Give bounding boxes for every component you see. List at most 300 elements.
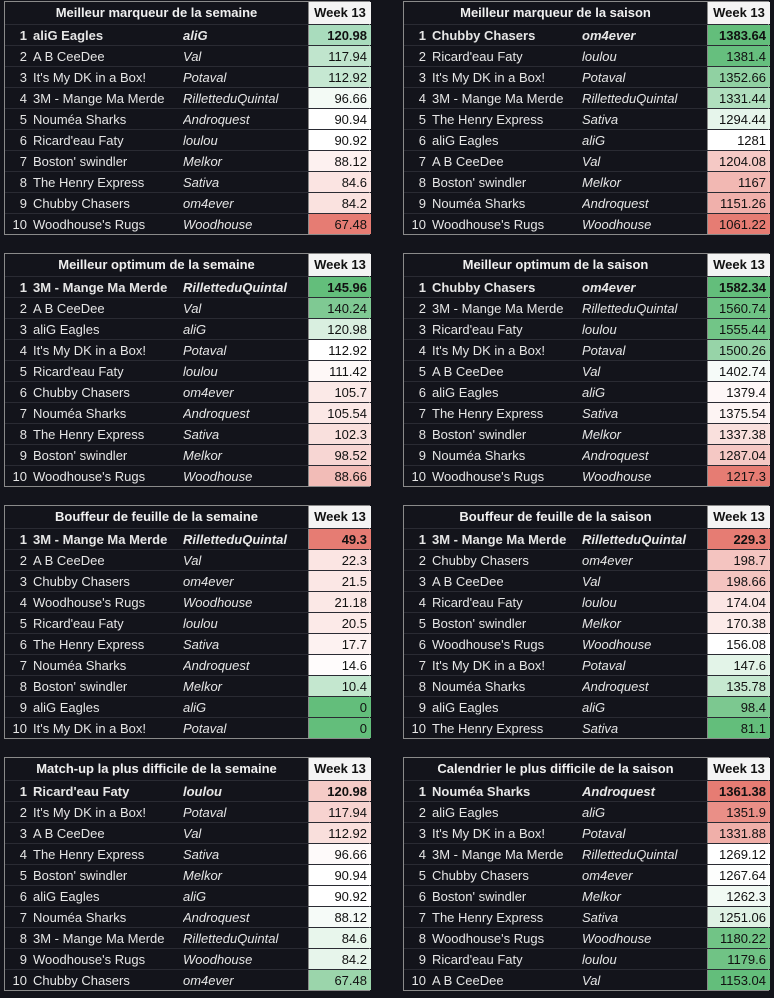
rank-cell: 6 (19, 133, 27, 148)
table-row (404, 822, 768, 843)
owner-name-cell: RilletteduQuintal (582, 847, 678, 862)
score-cell: 105.54 (308, 403, 371, 423)
score-cell: 1560.74 (707, 298, 770, 318)
score-cell: 1555.44 (707, 319, 770, 339)
table-row (5, 612, 369, 633)
table-row (404, 885, 768, 906)
score-cell: 90.94 (308, 109, 371, 129)
team-name-cell: A B CeeDee (432, 973, 504, 988)
score-cell: 1179.6 (707, 949, 770, 969)
team-name-cell: Boston' swindler (432, 175, 527, 190)
rank-cell: 8 (19, 931, 27, 946)
rank-cell: 7 (19, 658, 27, 673)
team-name-cell: Boston' swindler (33, 679, 128, 694)
table-matchup-difficile-semaine (4, 757, 370, 991)
owner-name-cell: Potaval (582, 343, 626, 358)
team-name-cell: The Henry Express (33, 847, 145, 862)
owner-name-cell: RilletteduQuintal (183, 931, 279, 946)
table-row (404, 591, 768, 612)
team-name-cell: Chubby Chasers (432, 868, 529, 883)
score-cell: 145.96 (308, 277, 371, 297)
score-cell: 22.3 (308, 550, 371, 570)
score-cell: 90.92 (308, 130, 371, 150)
score-cell: 105.7 (308, 382, 371, 402)
rank-cell: 9 (418, 196, 426, 211)
owner-name-cell: Val (582, 574, 601, 589)
rank-cell: 3 (418, 322, 426, 337)
team-name-cell: A B CeeDee (33, 826, 105, 841)
team-name-cell: 3M - Mange Ma Merde (33, 532, 168, 547)
score-cell: 1180.22 (707, 928, 770, 948)
owner-name-cell: loulou (582, 595, 617, 610)
team-name-cell: Chubby Chasers (33, 385, 130, 400)
owner-name-cell: aliG (183, 889, 207, 904)
rank-cell: 2 (418, 301, 426, 316)
owner-name-cell: Sativa (183, 175, 220, 190)
owner-name-cell: Woodhouse (183, 952, 253, 967)
score-cell: 1151.26 (707, 193, 770, 213)
owner-name-cell: Sativa (183, 427, 220, 442)
rank-cell: 7 (418, 910, 426, 925)
team-name-cell: Chubby Chasers (432, 28, 536, 43)
table-row (5, 213, 369, 234)
owner-name-cell: Melkor (582, 427, 622, 442)
table-row (5, 696, 369, 717)
score-cell: 84.6 (308, 928, 371, 948)
owner-name-cell: om4ever (183, 574, 234, 589)
table-row (5, 129, 369, 150)
team-name-cell: Boston' swindler (432, 427, 527, 442)
score-cell: 117.94 (308, 46, 371, 66)
score-cell: 1383.64 (707, 25, 770, 45)
team-name-cell: Nouméa Sharks (33, 658, 127, 673)
owner-name-cell: Sativa (582, 406, 619, 421)
owner-name-cell: Sativa (582, 910, 619, 925)
rank-cell: 1 (418, 28, 426, 43)
owner-name-cell: om4ever (582, 553, 633, 568)
team-name-cell: A B CeeDee (432, 574, 504, 589)
table-row (5, 381, 369, 402)
rank-cell: 6 (418, 637, 426, 652)
team-name-cell: Woodhouse's Rugs (432, 217, 545, 232)
team-name-cell: Ricard'eau Faty (432, 595, 523, 610)
score-cell: 112.92 (308, 340, 371, 360)
rank-cell: 8 (418, 679, 426, 694)
score-cell: 98.52 (308, 445, 371, 465)
rank-cell: 1 (19, 784, 27, 799)
owner-name-cell: Androquest (582, 196, 649, 211)
team-name-cell: Ricard'eau Faty (432, 49, 523, 64)
score-cell: 1331.88 (707, 823, 770, 843)
rank-cell: 3 (418, 826, 426, 841)
owner-name-cell: aliG (183, 322, 207, 337)
score-cell: 81.1 (707, 718, 770, 738)
owner-name-cell: Woodhouse (582, 469, 652, 484)
rank-cell: 3 (19, 826, 27, 841)
table-row (404, 444, 768, 465)
score-cell: 88.12 (308, 151, 371, 171)
owner-name-cell: Melkor (582, 175, 622, 190)
table-row (5, 24, 369, 45)
table-row (404, 276, 768, 297)
score-cell: 1267.64 (707, 865, 770, 885)
team-name-cell: It's My DK in a Box! (33, 70, 147, 85)
team-name-cell: A B CeeDee (33, 301, 105, 316)
owner-name-cell: RilletteduQuintal (183, 280, 287, 295)
owner-name-cell: Androquest (183, 112, 250, 127)
table-row (5, 549, 369, 570)
team-name-cell: The Henry Express (432, 721, 544, 736)
score-cell: 0 (308, 718, 371, 738)
rank-cell: 7 (19, 910, 27, 925)
team-name-cell: Ricard'eau Faty (432, 952, 523, 967)
owner-name-cell: om4ever (582, 28, 636, 43)
owner-name-cell: Melkor (582, 616, 622, 631)
table-row (5, 108, 369, 129)
score-cell: 84.2 (308, 193, 371, 213)
table-row (404, 318, 768, 339)
table-row (404, 969, 768, 990)
owner-name-cell: loulou (582, 49, 617, 64)
owner-name-cell: loulou (183, 364, 218, 379)
rank-cell: 10 (12, 973, 27, 988)
team-name-cell: aliG Eagles (33, 28, 104, 43)
score-cell: 112.92 (308, 823, 371, 843)
owner-name-cell: Sativa (582, 721, 619, 736)
team-name-cell: Chubby Chasers (33, 574, 130, 589)
team-name-cell: 3M - Mange Ma Merde (432, 301, 564, 316)
table-row (5, 66, 369, 87)
owner-name-cell: Potaval (582, 658, 626, 673)
table-row (404, 297, 768, 318)
score-cell: 102.3 (308, 424, 371, 444)
owner-name-cell: Potaval (183, 721, 227, 736)
table-row (5, 528, 369, 549)
rank-cell: 1 (19, 532, 27, 547)
score-cell: 1204.08 (707, 151, 770, 171)
rank-cell: 10 (12, 469, 27, 484)
team-name-cell: Nouméa Sharks (33, 406, 127, 421)
table-row (5, 45, 369, 66)
rank-cell: 9 (418, 952, 426, 967)
table-calendrier-difficile-saison (403, 757, 769, 991)
score-cell: 1262.3 (707, 886, 770, 906)
table-header (5, 254, 369, 276)
owner-name-cell: Val (582, 154, 601, 169)
rank-cell: 10 (12, 721, 27, 736)
team-name-cell: Boston' swindler (33, 868, 128, 883)
rank-cell: 7 (19, 154, 27, 169)
rank-cell: 8 (418, 175, 426, 190)
rank-cell: 9 (418, 448, 426, 463)
team-name-cell: The Henry Express (33, 175, 145, 190)
team-name-cell: 3M - Mange Ma Merde (33, 280, 168, 295)
team-name-cell: Chubby Chasers (33, 973, 130, 988)
owner-name-cell: RilletteduQuintal (183, 532, 287, 547)
rank-cell: 2 (418, 805, 426, 820)
team-name-cell: Ricard'eau Faty (33, 133, 124, 148)
table-row (5, 864, 369, 885)
team-name-cell: Boston' swindler (432, 616, 527, 631)
owner-name-cell: Potaval (183, 343, 227, 358)
table-row (5, 465, 369, 486)
score-cell: 120.98 (308, 781, 371, 801)
owner-name-cell: Melkor (183, 154, 223, 169)
team-name-cell: Nouméa Sharks (432, 196, 526, 211)
table-row (5, 843, 369, 864)
score-cell: 21.18 (308, 592, 371, 612)
table-row (5, 339, 369, 360)
rank-cell: 2 (19, 301, 27, 316)
owner-name-cell: Woodhouse (582, 931, 652, 946)
team-name-cell: Woodhouse's Rugs (33, 952, 146, 967)
team-name-cell: Chubby Chasers (432, 553, 529, 568)
owner-name-cell: Androquest (183, 910, 250, 925)
table-row (5, 906, 369, 927)
rank-cell: 3 (19, 322, 27, 337)
owner-name-cell: loulou (183, 133, 218, 148)
table-row (404, 633, 768, 654)
week-column-header: Week 13 (308, 506, 371, 528)
table-row (5, 675, 369, 696)
owner-name-cell: Val (183, 49, 202, 64)
owner-name-cell: Potaval (582, 826, 626, 841)
table-row (5, 87, 369, 108)
rank-cell: 5 (19, 364, 27, 379)
rank-cell: 2 (418, 49, 426, 64)
rank-cell: 5 (418, 868, 426, 883)
rank-cell: 9 (19, 952, 27, 967)
team-name-cell: A B CeeDee (33, 49, 105, 64)
table-title: Meilleur marqueur de la semaine (55, 5, 258, 20)
week-column-header: Week 13 (707, 758, 770, 780)
table-row (5, 717, 369, 738)
table-row (5, 927, 369, 948)
owner-name-cell: om4ever (183, 385, 234, 400)
owner-name-cell: Potaval (183, 805, 227, 820)
score-cell: 140.24 (308, 298, 371, 318)
score-cell: 1500.26 (707, 340, 770, 360)
rank-cell: 10 (411, 469, 426, 484)
table-row (5, 822, 369, 843)
score-cell: 14.6 (308, 655, 371, 675)
owner-name-cell: Potaval (183, 70, 227, 85)
score-cell: 1269.12 (707, 844, 770, 864)
table-header (404, 506, 768, 528)
rank-cell: 5 (19, 112, 27, 127)
owner-name-cell: aliG (582, 700, 606, 715)
team-name-cell: aliG Eagles (432, 805, 499, 820)
table-row (404, 192, 768, 213)
table-row (404, 129, 768, 150)
score-cell: 96.66 (308, 844, 371, 864)
table-row (5, 276, 369, 297)
team-name-cell: Woodhouse's Rugs (33, 217, 146, 232)
score-cell: 67.48 (308, 970, 371, 990)
rank-cell: 5 (418, 112, 426, 127)
rank-cell: 6 (19, 385, 27, 400)
table-row (404, 570, 768, 591)
table-row (404, 66, 768, 87)
score-cell: 67.48 (308, 214, 371, 234)
table-meilleur-marqueur-semaine (4, 1, 370, 235)
table-meilleur-optimum-semaine (4, 253, 370, 487)
rank-cell: 4 (19, 595, 27, 610)
owner-name-cell: Sativa (183, 637, 220, 652)
rank-cell: 3 (418, 70, 426, 85)
owner-name-cell: loulou (582, 952, 617, 967)
score-cell: 1379.4 (707, 382, 770, 402)
team-name-cell: aliG Eagles (33, 322, 100, 337)
owner-name-cell: Androquest (183, 406, 250, 421)
owner-name-cell: aliG (582, 133, 606, 148)
table-row (5, 192, 369, 213)
table-row (404, 906, 768, 927)
rank-cell: 2 (418, 553, 426, 568)
rank-cell: 6 (418, 385, 426, 400)
team-name-cell: Boston' swindler (432, 889, 527, 904)
score-cell: 1337.38 (707, 424, 770, 444)
table-title: Meilleur optimum de la semaine (58, 257, 255, 272)
week-column-header: Week 13 (707, 254, 770, 276)
table-row (5, 969, 369, 990)
table-header (404, 254, 768, 276)
rank-cell: 8 (19, 679, 27, 694)
table-row (404, 612, 768, 633)
owner-name-cell: Val (582, 973, 601, 988)
team-name-cell: It's My DK in a Box! (33, 343, 147, 358)
score-cell: 90.92 (308, 886, 371, 906)
week-column-header: Week 13 (308, 254, 371, 276)
score-cell: 20.5 (308, 613, 371, 633)
team-name-cell: It's My DK in a Box! (432, 658, 546, 673)
rank-cell: 10 (12, 217, 27, 232)
owner-name-cell: Melkor (183, 868, 223, 883)
table-title: Match-up la plus difficile de la semaine (36, 761, 277, 776)
table-row (404, 465, 768, 486)
table-row (404, 381, 768, 402)
team-name-cell: Nouméa Sharks (432, 679, 526, 694)
owner-name-cell: RilletteduQuintal (582, 532, 686, 547)
score-cell: 156.08 (707, 634, 770, 654)
rank-cell: 6 (418, 889, 426, 904)
score-cell: 21.5 (308, 571, 371, 591)
owner-name-cell: Sativa (183, 847, 220, 862)
owner-name-cell: Androquest (582, 448, 649, 463)
team-name-cell: It's My DK in a Box! (432, 826, 546, 841)
score-cell: 1217.3 (707, 466, 770, 486)
score-cell: 84.2 (308, 949, 371, 969)
owner-name-cell: om4ever (183, 973, 234, 988)
owner-name-cell: aliG (582, 385, 606, 400)
score-cell: 1352.66 (707, 67, 770, 87)
team-name-cell: Ricard'eau Faty (33, 784, 130, 799)
table-row (404, 948, 768, 969)
rank-cell: 2 (19, 805, 27, 820)
table-row (404, 780, 768, 801)
team-name-cell: The Henry Express (33, 637, 145, 652)
rank-cell: 1 (19, 28, 27, 43)
owner-name-cell: Woodhouse (183, 217, 253, 232)
week-column-header: Week 13 (308, 2, 371, 24)
rank-cell: 5 (418, 616, 426, 631)
table-row (404, 864, 768, 885)
table-row (404, 801, 768, 822)
team-name-cell: aliG Eagles (432, 700, 499, 715)
score-cell: 17.7 (308, 634, 371, 654)
week-column-header: Week 13 (707, 506, 770, 528)
score-cell: 147.6 (707, 655, 770, 675)
table-row (404, 549, 768, 570)
owner-name-cell: Woodhouse (183, 469, 253, 484)
rank-cell: 1 (418, 784, 426, 799)
score-cell: 1251.06 (707, 907, 770, 927)
table-row (5, 780, 369, 801)
owner-name-cell: Val (183, 301, 202, 316)
table-row (404, 339, 768, 360)
table-title: Meilleur marqueur de la saison (460, 5, 651, 20)
rank-cell: 1 (19, 280, 27, 295)
team-name-cell: 3M - Mange Ma Merde (33, 91, 165, 106)
table-title: Calendrier le plus difficile de la saison (437, 761, 674, 776)
score-cell: 84.6 (308, 172, 371, 192)
table-title: Bouffeur de feuille de la saison (459, 509, 652, 524)
rank-cell: 4 (418, 595, 426, 610)
table-row (5, 171, 369, 192)
rank-cell: 7 (19, 406, 27, 421)
owner-name-cell: Androquest (582, 784, 655, 799)
owner-name-cell: aliG (183, 28, 208, 43)
score-cell: 117.94 (308, 802, 371, 822)
rank-cell: 4 (19, 91, 27, 106)
table-header (404, 2, 768, 24)
score-cell: 1331.44 (707, 88, 770, 108)
score-cell: 88.12 (308, 907, 371, 927)
score-cell: 1153.04 (707, 970, 770, 990)
table-row (404, 696, 768, 717)
table-row (404, 528, 768, 549)
table-row (404, 843, 768, 864)
team-name-cell: Woodhouse's Rugs (432, 931, 545, 946)
team-name-cell: Nouméa Sharks (33, 112, 127, 127)
table-row (404, 654, 768, 675)
table-row (404, 717, 768, 738)
owner-name-cell: om4ever (582, 868, 633, 883)
table-row (5, 297, 369, 318)
table-header (5, 2, 369, 24)
score-cell: 198.7 (707, 550, 770, 570)
table-title: Meilleur optimum de la saison (462, 257, 649, 272)
table-meilleur-optimum-saison (403, 253, 769, 487)
score-cell: 10.4 (308, 676, 371, 696)
owner-name-cell: aliG (183, 700, 207, 715)
rank-cell: 5 (418, 364, 426, 379)
rank-cell: 10 (411, 217, 426, 232)
team-name-cell: aliG Eagles (432, 133, 499, 148)
rank-cell: 6 (19, 637, 27, 652)
table-header (5, 506, 369, 528)
rank-cell: 10 (411, 721, 426, 736)
score-cell: 112.92 (308, 67, 371, 87)
score-cell: 1351.9 (707, 802, 770, 822)
table-row (404, 927, 768, 948)
team-name-cell: Ricard'eau Faty (33, 364, 124, 379)
team-name-cell: Chubby Chasers (432, 280, 536, 295)
owner-name-cell: loulou (582, 322, 617, 337)
rank-cell: 5 (19, 868, 27, 883)
score-cell: 0 (308, 697, 371, 717)
week-column-header: Week 13 (308, 758, 371, 780)
